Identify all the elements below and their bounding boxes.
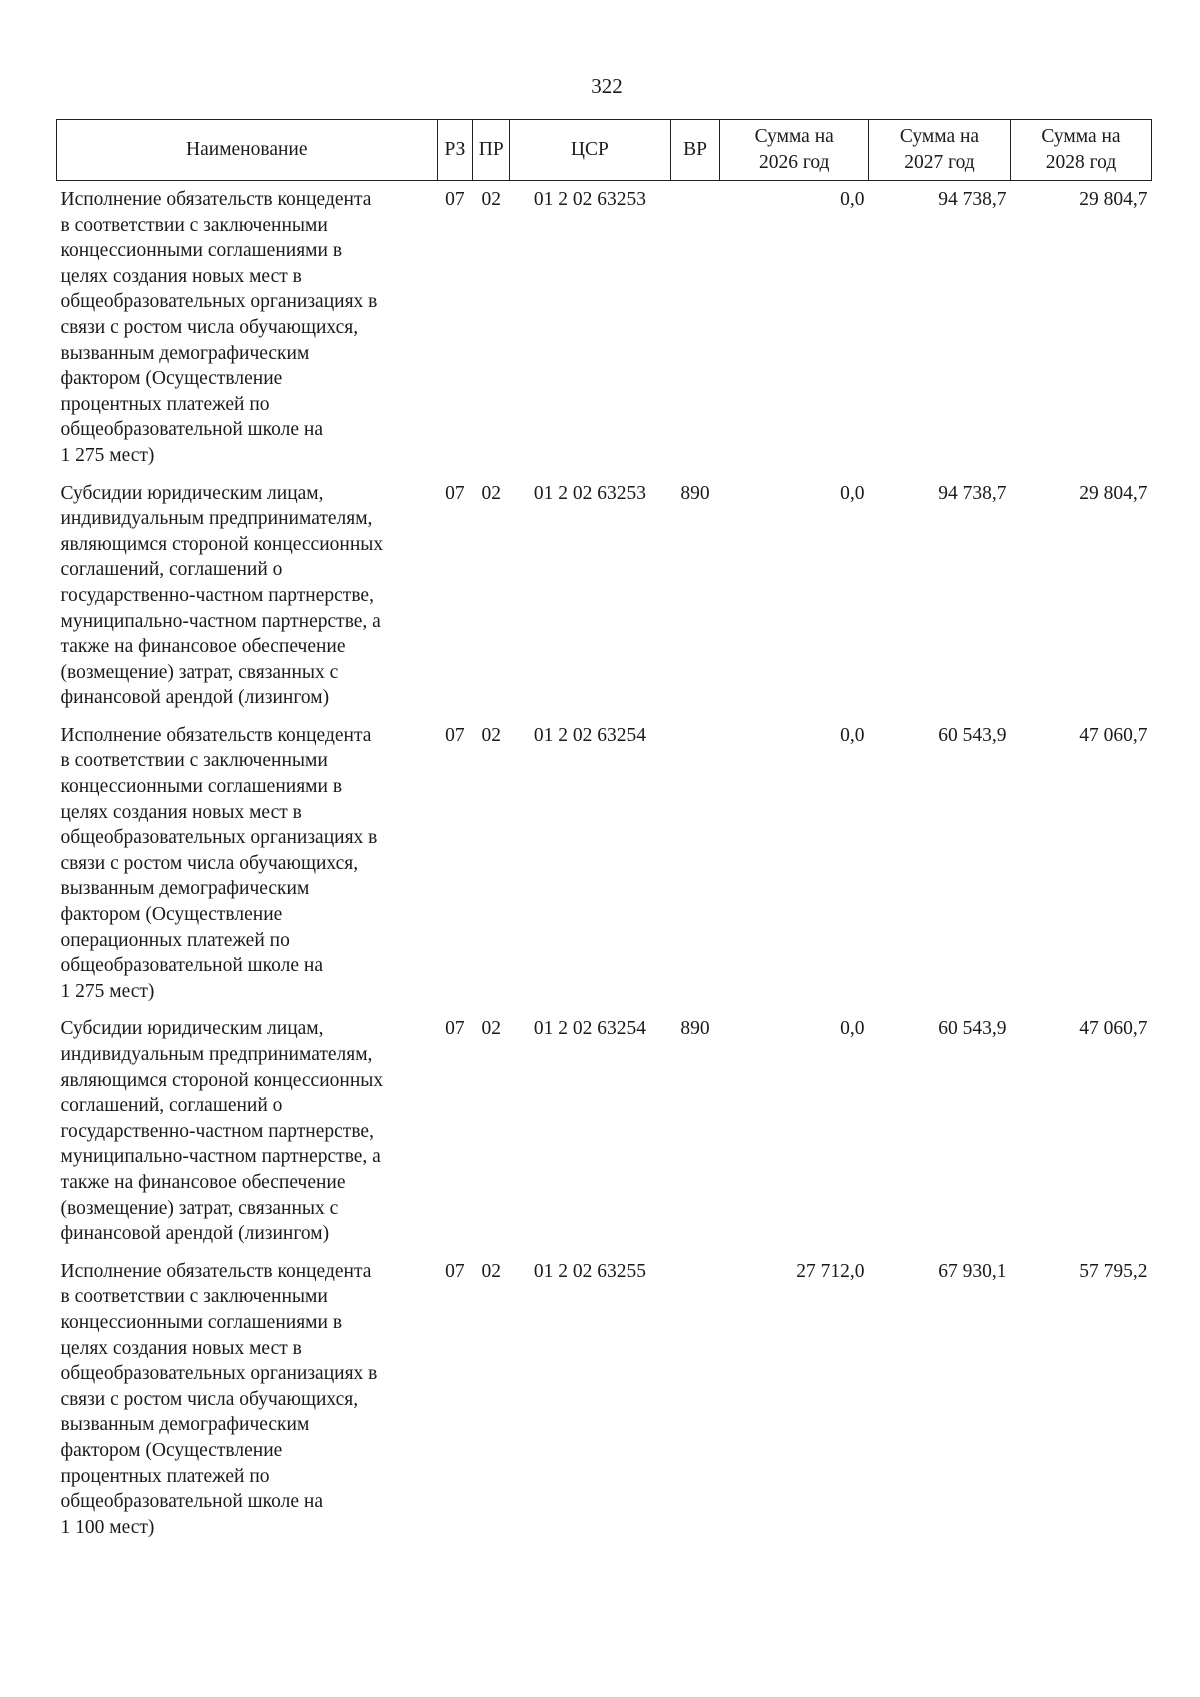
row-name-line: концессионными соглашениями в xyxy=(60,240,343,262)
row-sum-2028: 29 804,7 xyxy=(1079,482,1148,504)
row-sum-2028: 47 060,7 xyxy=(1079,724,1148,746)
row-name-line: в соответствии с заключенными xyxy=(60,750,328,772)
header-sum-2026 xyxy=(720,120,869,181)
row-sum-2026: 0,0 xyxy=(840,724,865,746)
row-name-line: связи с ростом числа обучающихся, xyxy=(60,316,359,338)
row-name xyxy=(57,717,438,1011)
row-name xyxy=(57,475,438,717)
page-number: 322 xyxy=(591,74,623,98)
table-row xyxy=(57,181,1152,475)
row-csr: 01 2 02 63254 xyxy=(533,1018,646,1040)
row-sum-2028: 57 795,2 xyxy=(1079,1260,1148,1282)
row-sum-2027: 60 543,9 xyxy=(938,724,1007,746)
row-name-line: целях создания новых мест в xyxy=(60,1337,302,1359)
row-name-line: соглашений, соглашений о xyxy=(60,559,283,581)
row-vr xyxy=(670,717,720,1011)
table-row xyxy=(57,1253,1152,1547)
row-name-line: Исполнение обязательств концедента xyxy=(60,1260,372,1282)
row-name-line: целях создания новых мест в xyxy=(60,801,302,823)
header-sum-2028-line2: 2028 год xyxy=(1045,152,1117,173)
row-name-line: индивидуальным предпринимателям, xyxy=(60,1044,373,1065)
header-vr: ВР xyxy=(670,120,720,181)
row-rz: 07 xyxy=(445,1260,465,1282)
row-name-line: также на финансовое обеспечение xyxy=(60,1171,346,1193)
row-pr: 02 xyxy=(481,482,501,504)
row-name-line: общеобразовательных организациях в xyxy=(60,1363,378,1385)
row-rz: 07 xyxy=(445,1018,465,1040)
row-sum-2026: 27 712,0 xyxy=(796,1260,865,1282)
row-vr: 890 xyxy=(680,482,710,504)
row-name-line: Субсидии юридическим лицам, xyxy=(60,1018,324,1040)
row-sum-2027: 94 738,7 xyxy=(938,189,1007,210)
table-body xyxy=(57,181,1152,1547)
row-csr: 01 2 02 63253 xyxy=(533,189,646,210)
row-sum-2028: 29 804,7 xyxy=(1079,189,1148,210)
row-sum-2027: 94 738,7 xyxy=(938,482,1007,504)
row-name-line: являющимся стороной концессионных xyxy=(60,1069,384,1091)
row-name-line: являющимся стороной концессионных xyxy=(60,533,384,555)
row-vr: 890 xyxy=(680,1018,710,1040)
row-rz: 07 xyxy=(445,724,465,746)
header-sum-2026-line1: Сумма на xyxy=(754,126,834,147)
header-rz: РЗ xyxy=(437,120,473,181)
row-name xyxy=(57,181,438,475)
row-name-line: общеобразовательной школе на xyxy=(60,419,323,441)
table-row xyxy=(57,717,1152,1011)
row-sum-2027: 60 543,9 xyxy=(938,1018,1007,1040)
row-name-line: общеобразовательных организациях в xyxy=(60,827,378,849)
row-rz: 07 xyxy=(445,189,465,210)
row-name-line: общеобразовательной школе на xyxy=(60,1491,323,1513)
row-name-line: государственно-частном партнерстве, xyxy=(60,584,374,606)
header-name: Наименование xyxy=(57,120,438,181)
row-name-line: финансовой арендой (лизингом) xyxy=(60,687,330,709)
row-name-line: вызванным демографическим xyxy=(60,1414,310,1436)
row-name-line: 1 100 мест) xyxy=(60,1516,155,1538)
row-name-line: концессионными соглашениями в xyxy=(60,776,343,798)
row-name-line: вызванным демографическим xyxy=(60,342,310,364)
header-sum-2026-line2: 2026 год xyxy=(758,152,830,173)
budget-table xyxy=(56,119,1152,1546)
row-pr: 02 xyxy=(481,724,501,746)
row-name-line: Исполнение обязательств концедента xyxy=(60,189,372,210)
row-csr: 01 2 02 63253 xyxy=(533,482,646,504)
row-name-line: фактором (Осуществление xyxy=(60,368,283,390)
row-name-line: целях создания новых мест в xyxy=(60,265,302,287)
header-csr: ЦСР xyxy=(510,120,670,181)
row-sum-2026: 0,0 xyxy=(840,1018,865,1040)
row-sum-2026: 0,0 xyxy=(840,189,865,210)
row-name-line: 1 275 мест) xyxy=(60,444,155,466)
row-name-line: Исполнение обязательств концедента xyxy=(60,724,372,746)
row-name-line: муниципально-частном партнерстве, а xyxy=(60,1146,381,1168)
row-name-line: общеобразовательных организациях в xyxy=(60,291,378,313)
row-name-line: Субсидии юридическим лицам, xyxy=(60,482,324,504)
row-sum-2026: 0,0 xyxy=(840,482,865,504)
row-name xyxy=(57,1253,438,1547)
row-name-line: финансовой арендой (лизингом) xyxy=(60,1223,330,1245)
table-header-row xyxy=(57,120,1152,181)
row-name-line: государственно-частном партнерстве, xyxy=(60,1120,374,1142)
row-name-line: операционных платежей по xyxy=(60,929,290,951)
row-sum-2028: 47 060,7 xyxy=(1079,1018,1148,1040)
row-name-line: в соответствии с заключенными xyxy=(60,214,328,236)
header-sum-2027 xyxy=(868,120,1010,181)
header-pr: ПР xyxy=(473,120,510,181)
row-name-line: концессионными соглашениями в xyxy=(60,1311,343,1333)
table-row xyxy=(57,1010,1152,1252)
row-name-line: фактором (Осуществление xyxy=(60,1439,283,1461)
row-name xyxy=(57,1010,438,1252)
row-rz: 07 xyxy=(445,482,465,504)
row-pr: 02 xyxy=(481,189,501,210)
header-sum-2027-line1: Сумма на xyxy=(899,126,980,147)
row-name-line: связи с ростом числа обучающихся, xyxy=(60,1388,359,1410)
row-csr: 01 2 02 63255 xyxy=(533,1260,646,1282)
row-name-line: вызванным демографическим xyxy=(60,878,310,900)
row-csr: 01 2 02 63254 xyxy=(533,724,646,746)
header-sum-2028-line1: Сумма на xyxy=(1041,126,1121,147)
row-sum-2027: 67 930,1 xyxy=(938,1260,1007,1282)
row-name-line: (возмещение) затрат, связанных с xyxy=(60,1197,339,1219)
header-sum-2027-line2: 2027 год xyxy=(904,152,975,173)
row-vr xyxy=(670,1253,720,1547)
row-name-line: также на финансовое обеспечение xyxy=(60,636,346,658)
row-name-line: в соответствии с заключенными xyxy=(60,1286,328,1308)
header-sum-2028 xyxy=(1011,120,1152,181)
row-name-line: муниципально-частном партнерстве, а xyxy=(60,610,381,632)
row-name-line: соглашений, соглашений о xyxy=(60,1095,283,1117)
row-name-line: общеобразовательной школе на xyxy=(60,955,323,977)
row-vr xyxy=(670,181,720,475)
row-name-line: связи с ростом числа обучающихся, xyxy=(60,852,359,874)
row-name-line: (возмещение) затрат, связанных с xyxy=(60,661,339,683)
row-pr: 02 xyxy=(481,1260,501,1282)
row-name-line: процентных платежей по xyxy=(60,1465,270,1487)
row-name-line: индивидуальным предпринимателям, xyxy=(60,508,373,530)
row-name-line: 1 275 мест) xyxy=(60,980,155,1002)
row-pr: 02 xyxy=(481,1018,501,1040)
row-name-line: процентных платежей по xyxy=(60,393,270,415)
table-row xyxy=(57,475,1152,717)
row-name-line: фактором (Осуществление xyxy=(60,904,283,926)
